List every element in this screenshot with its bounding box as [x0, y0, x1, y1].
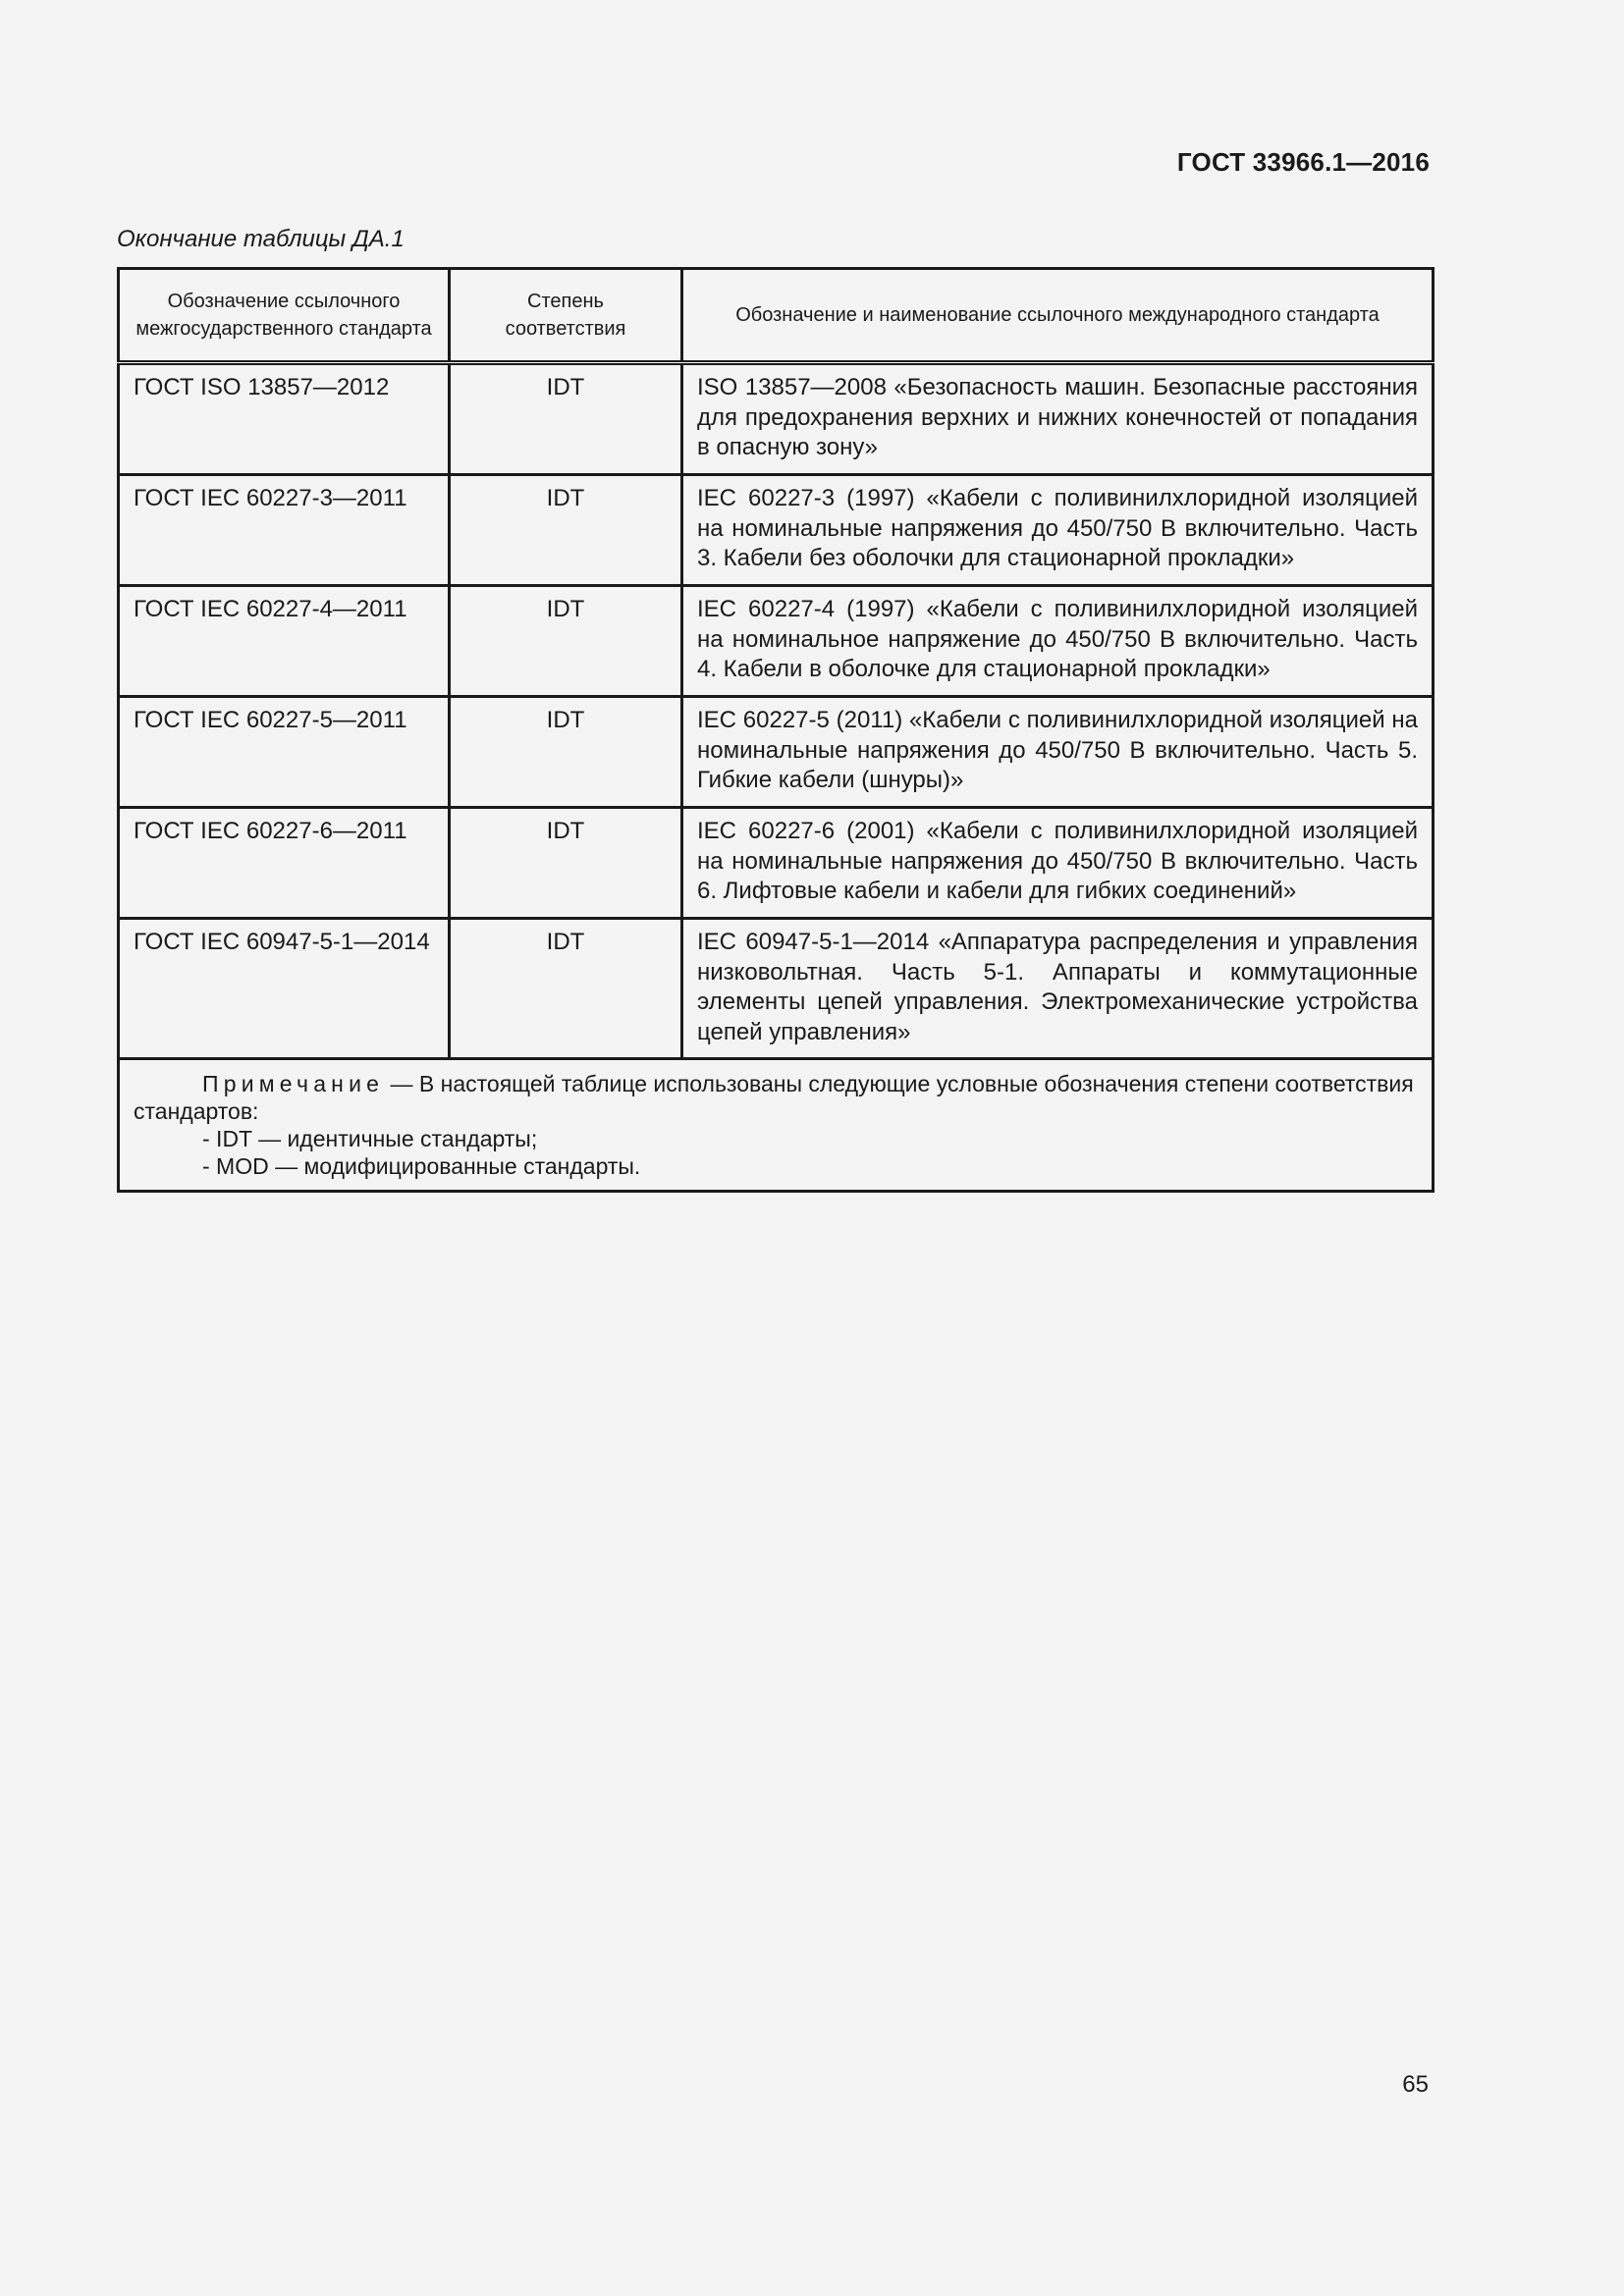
- table-row: [119, 808, 1434, 919]
- international-standard-cell: IEC 60227-5 (2011) «Кабели с поливинилхлоридной изоляцией на номинальные напряжения до 450/750 В включительно. Часть 5. Гибкие кабели (шнуры)»: [682, 697, 1434, 808]
- column-header-international-standard: Обозначение и наименование ссылочного международного стандарта: [682, 269, 1434, 363]
- table-row: [119, 363, 1434, 475]
- international-standard-cell: IEC 60227-4 (1997) «Кабели с поливинилхлоридной изоляцией на номинальное напряжение до 450/750 В включительно. Часть 4. Кабели в оболочке для стационарной прокладки»: [682, 586, 1434, 697]
- column-header-interstate-standard: Обозначение ссылочного межгосударственного стандарта: [119, 269, 450, 363]
- interstate-standard-cell: ГОСТ IEC 60227-5—2011: [119, 697, 450, 808]
- degree-cell: IDT: [450, 919, 682, 1059]
- table-header-row: [119, 269, 1434, 363]
- note-item-mod: - MOD — модифицированные стандарты.: [202, 1153, 641, 1179]
- table-row: [119, 475, 1434, 586]
- degree-cell: IDT: [450, 475, 682, 586]
- degree-cell: IDT: [450, 586, 682, 697]
- note-item-idt: - IDT — идентичные стандарты;: [202, 1126, 538, 1151]
- table-row: [119, 919, 1434, 1059]
- degree-cell: IDT: [450, 363, 682, 475]
- interstate-standard-cell: ГОСТ IEC 60227-6—2011: [119, 808, 450, 919]
- interstate-standard-cell: ГОСТ IEC 60227-4—2011: [119, 586, 450, 697]
- note-intro: [134, 1070, 1418, 1125]
- interstate-standard-cell: ГОСТ IEC 60947-5-1—2014: [119, 919, 450, 1059]
- international-standard-cell: IEC 60227-6 (2001) «Кабели с поливинилхлоридной изоляцией на номинальные напряжения до 450/750 В включительно. Часть 6. Лифтовые кабели и кабели для гибких соединений»: [682, 808, 1434, 919]
- column-header-degree: Степень соответствия: [450, 269, 682, 363]
- reference-standards-table: [117, 267, 1435, 1193]
- page-number: 65: [1402, 2071, 1429, 2098]
- table-caption: Окончание таблицы ДА.1: [117, 226, 405, 252]
- international-standard-cell: ISO 13857—2008 «Безопасность машин. Безопасные расстояния для предохранения верхних и нижних конечностей от попадания в опасную зону»: [682, 363, 1434, 475]
- table-row: [119, 697, 1434, 808]
- degree-cell: IDT: [450, 697, 682, 808]
- table-note-row: [119, 1059, 1434, 1192]
- note-text: — В настоящей таблице использованы следующие условные обозначения степени соответствия стандартов:: [134, 1071, 1414, 1124]
- interstate-standard-cell: ГОСТ IEC 60227-3—2011: [119, 475, 450, 586]
- international-standard-cell: IEC 60227-3 (1997) «Кабели с поливинилхлоридной изоляцией на номинальные напряжения до 450/750 В включительно. Часть 3. Кабели без оболочки для стационарной прокладки»: [682, 475, 1434, 586]
- interstate-standard-cell: ГОСТ ISO 13857—2012: [119, 363, 450, 475]
- table-row: [119, 586, 1434, 697]
- document-number: ГОСТ 33966.1—2016: [1176, 147, 1430, 177]
- table-note: [119, 1059, 1434, 1192]
- degree-cell: IDT: [450, 808, 682, 919]
- note-lead: Примечание: [202, 1071, 385, 1096]
- international-standard-cell: IEC 60947-5-1—2014 «Аппаратура распределения и управления низковольтная. Часть 5-1. Аппараты и коммутационные элементы цепей управления. Электромеханические устройства цепей управления»: [682, 919, 1434, 1059]
